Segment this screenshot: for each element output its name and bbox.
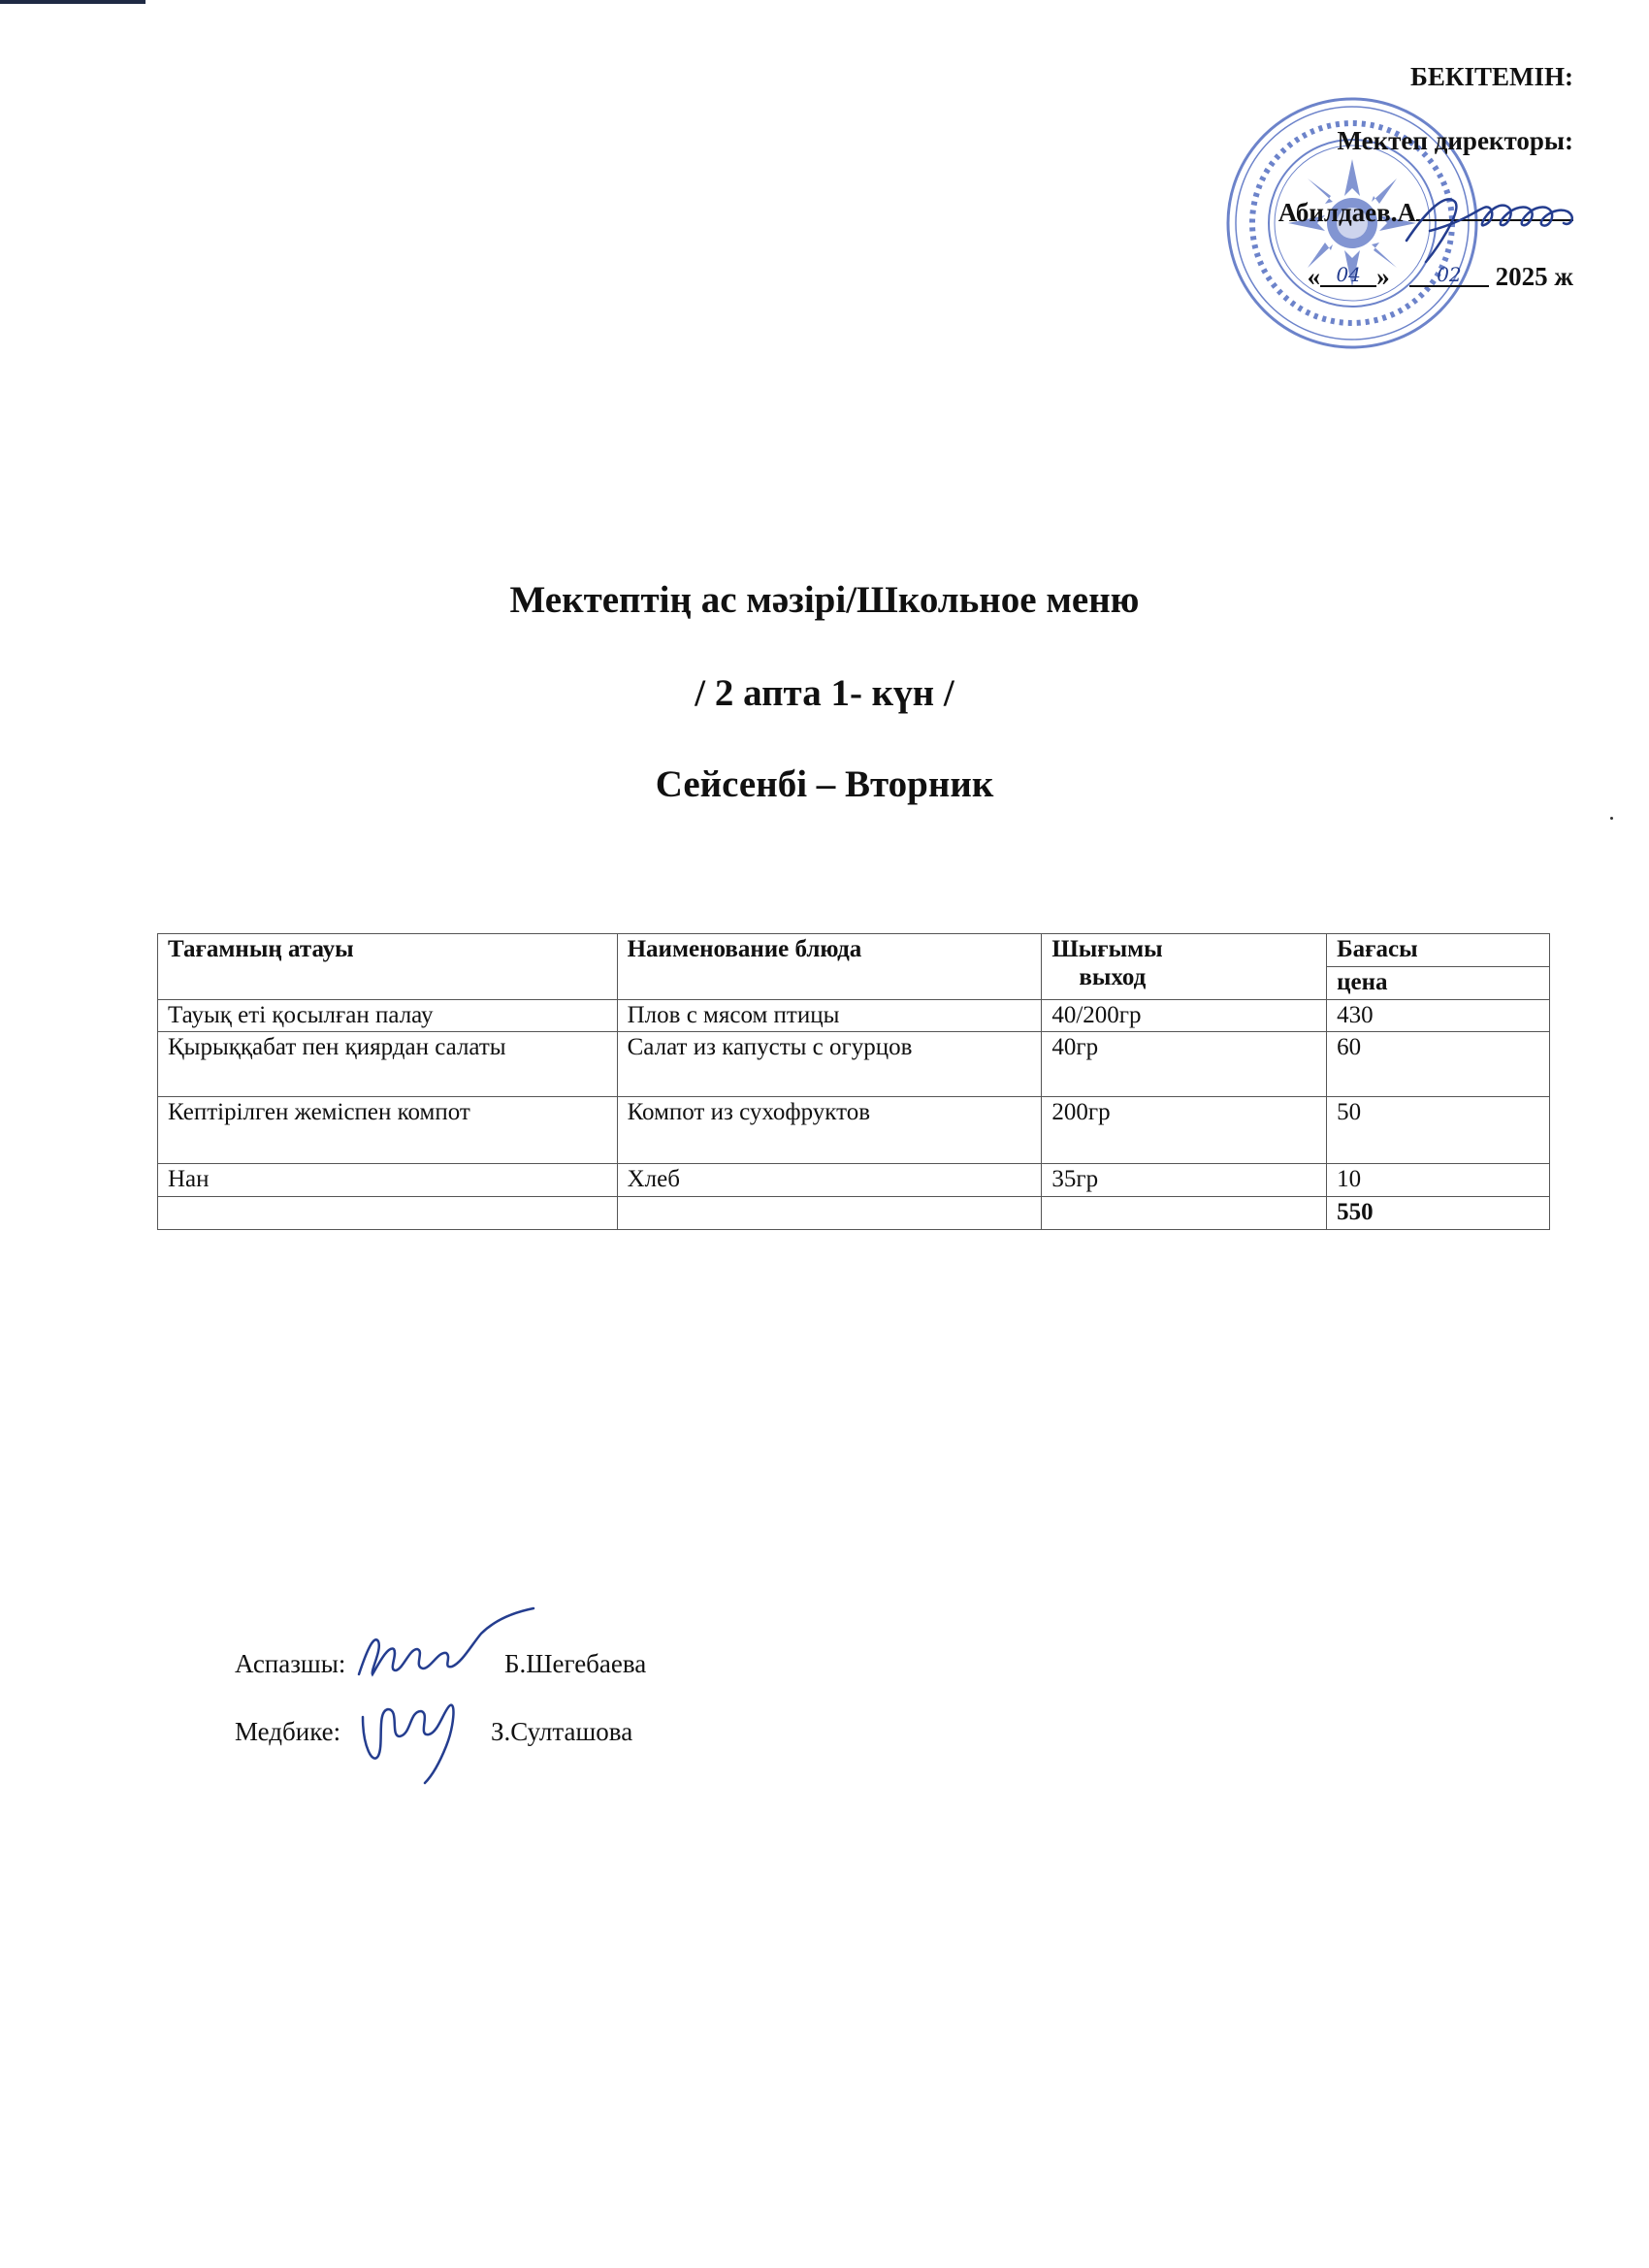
dish-price: 430 [1327,999,1550,1032]
total-price: 550 [1327,1197,1550,1230]
director-name: Абилдаев.А [1277,198,1416,227]
dish-yield: 40/200гр [1042,999,1327,1032]
table-row [158,1032,1550,1097]
menu-weekday-name: Сейсенбі – Вторник [655,763,994,805]
nurse-signer [235,1717,633,1747]
nurse-name: З.Султашова [491,1717,633,1746]
date-year: 2025 ж [1495,262,1573,291]
header-price-ru: цена [1327,966,1550,999]
date-month: 02 [1437,263,1462,286]
director-position: Мектеп директоры: [1337,126,1573,155]
menu-week-day: / 2 апта 1- күн / [695,672,954,714]
table-header-row [158,934,1550,967]
header-yield [1042,934,1327,1000]
header-name-kz: Тағамның атауы [158,934,618,1000]
dish-yield: 200гр [1042,1097,1327,1164]
dish-name-ru: Хлеб [617,1164,1042,1197]
dish-name-kz: Кептірілген жеміспен компот [158,1097,618,1164]
header-yield-kz: Шығымы [1051,936,1163,962]
dish-name-ru: Плов с мясом птицы [617,999,1042,1032]
header-price-kz: Бағасы [1327,934,1550,967]
director-signature [1387,173,1610,266]
date-close-quote: » [1376,262,1390,291]
header-yield-ru: выход [1079,963,1147,990]
dish-yield: 40гр [1042,1032,1327,1097]
approval-heading: БЕКІТЕМІН: [1410,62,1573,91]
total-empty-cell [1042,1197,1327,1230]
table-total-row [158,1197,1550,1230]
cook-role: Аспазшы: [235,1649,346,1678]
menu-table [157,933,1550,1230]
dish-name-kz: Қырыққабат пен қиярдан салаты [158,1032,618,1097]
nurse-signature [349,1688,475,1785]
menu-title: Мектептің ас мәзірі/Школьное меню [509,579,1140,621]
header-name-ru: Наименование блюда [617,934,1042,1000]
dish-name-ru: Компот из сухофруктов [617,1097,1042,1164]
nurse-role: Медбике: [235,1717,341,1746]
scan-edge-mark [0,0,146,4]
table-row [158,999,1550,1032]
dish-name-kz: Тауық еті қосылған палау [158,999,618,1032]
dish-yield: 35гр [1042,1164,1327,1197]
dish-price: 10 [1327,1164,1550,1197]
total-empty-cell [617,1197,1042,1230]
cook-signature [349,1606,553,1688]
table-row [158,1097,1550,1164]
stray-dot [1610,817,1613,820]
dish-name-kz: Нан [158,1164,618,1197]
date-day-field [1320,264,1376,287]
dish-price: 60 [1327,1032,1550,1097]
table-row [158,1164,1550,1197]
dish-price: 50 [1327,1097,1550,1164]
date-open-quote: « [1307,262,1321,291]
approval-date [1308,264,1573,290]
cook-name: Б.Шегебаева [504,1649,647,1678]
dish-name-ru: Салат из капусты с огурцов [617,1032,1042,1097]
date-day: 04 [1336,263,1361,286]
date-month-field [1409,264,1489,287]
total-empty-cell [158,1197,618,1230]
cook-signer [235,1649,647,1679]
